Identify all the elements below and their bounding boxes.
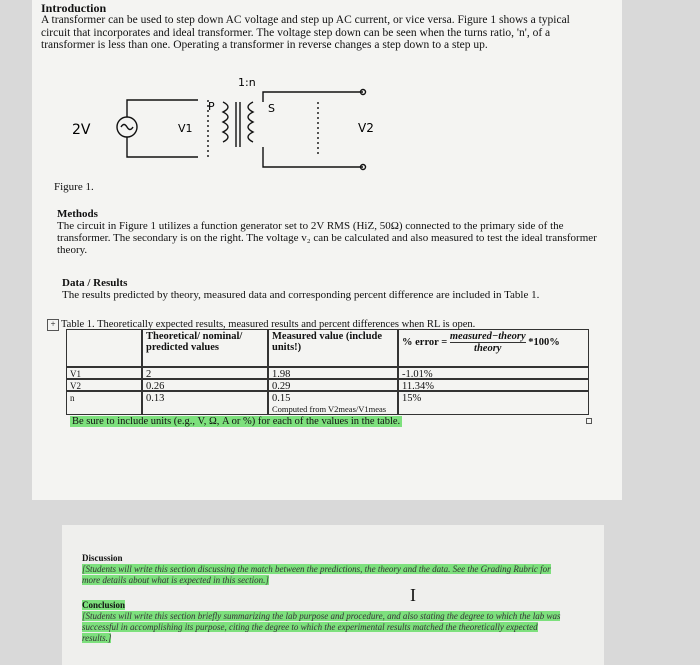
table-header-blank <box>66 329 142 367</box>
results-table <box>66 329 589 417</box>
discussion-text-wrap[interactable] <box>82 564 562 586</box>
secondary-coil <box>248 102 253 142</box>
cell-v1-error[interactable]: -1.01% <box>398 367 589 379</box>
v1-label: V1 <box>178 122 193 135</box>
introduction-text: A transformer can be used to step down AC voltage and step up AC current, or vice versa. Figure 1 shows a typical circuit that incorporates and ideal transformer. The voltage step down can be seen when the turns ratio, 'n', of a transformer is less than one. Operating a transformer in reverse changes a step down to a step up. <box>41 14 570 51</box>
text-cursor-icon: I <box>410 585 416 605</box>
circuit-figure <box>58 72 388 187</box>
cell-n-measured[interactable] <box>268 391 398 415</box>
row-label-n: n <box>66 391 142 415</box>
introduction-heading: Introduction <box>41 1 107 15</box>
cell-v2-theory[interactable]: 0.26 <box>142 379 268 391</box>
table-caption: Table 1. Theoretically expected results, measured results and percent differences when RL is open. <box>61 319 476 330</box>
table-resize-handle-icon[interactable] <box>586 418 592 424</box>
introduction-section <box>41 2 601 52</box>
source-voltage-label: 2V <box>72 122 91 138</box>
row-label-v1: V1 <box>66 367 142 379</box>
primary-coil <box>223 102 228 142</box>
methods-section <box>57 208 597 256</box>
conclusion-text: [Students will write this section briefly summarizing the lab purpose and procedure, and also stating the degree to which the lab was successful in accomplishing its purpose, citing the degree to which the experimental results matched the theoretically expected results.] <box>82 611 561 643</box>
table-move-handle-icon[interactable]: + <box>47 319 59 331</box>
secondary-label: S <box>268 102 275 115</box>
units-note: Be sure to include units (e.g., V, Ω, A or %) for each of the values in the table. <box>72 416 401 427</box>
error-formula-suffix: *100% <box>528 336 560 348</box>
discussion-conclusion-section <box>82 553 562 644</box>
figure-caption: Figure 1. <box>54 181 94 193</box>
error-formula-prefix: % error = <box>402 336 448 348</box>
header-measured: Measured value (include units!) <box>268 329 398 367</box>
cell-n-theory[interactable]: 0.13 <box>142 391 268 415</box>
primary-label: P <box>208 100 215 113</box>
discussion-text: [Students will write this section discussing the match between the predictions, the theory and the data. See the Grading Rubric for more details about what is expected in this section.] <box>82 564 551 585</box>
cell-v2-measured[interactable]: 0.29 <box>268 379 398 391</box>
conclusion-text-wrap[interactable] <box>82 611 562 644</box>
cell-n-measured-value: 0.15 <box>272 393 291 404</box>
error-formula-fraction <box>450 331 526 354</box>
results-heading: Data / Results <box>62 277 128 289</box>
error-formula-denominator: theory <box>474 343 502 354</box>
error-formula-numerator: measured−theory <box>449 331 526 342</box>
methods-text: The circuit in Figure 1 utilizes a function generator set to 2V RMS (HiZ, 50Ω) connected to the primary side of the transformer. The secondary is on the right. The voltage v₂ can be calculated and also measured to test the ideal transformer theory. <box>57 220 597 256</box>
row-label-v2: V2 <box>66 379 142 391</box>
turns-ratio-label: 1:n <box>238 76 256 89</box>
header-error <box>398 329 589 367</box>
discussion-heading: Discussion <box>82 553 123 563</box>
computed-note: Computed from V2meas/V1meas <box>272 404 387 414</box>
cell-v1-theory[interactable]: 2 <box>142 367 268 379</box>
cell-v1-measured[interactable]: 1.98 <box>268 367 398 379</box>
v2-label: V2 <box>358 121 374 135</box>
conclusion-heading-text: Conclusion <box>82 600 126 610</box>
results-text: The results predicted by theory, measured data and corresponding percent difference are included in Table 1. <box>62 289 540 301</box>
cell-v2-error[interactable]: 11.34% <box>398 379 589 391</box>
header-theory: Theoretical/ nominal/ predicted values <box>142 329 268 367</box>
conclusion-heading <box>82 600 562 611</box>
results-section <box>62 277 602 301</box>
cell-n-error[interactable]: 15% <box>398 391 589 415</box>
methods-heading: Methods <box>57 208 98 220</box>
